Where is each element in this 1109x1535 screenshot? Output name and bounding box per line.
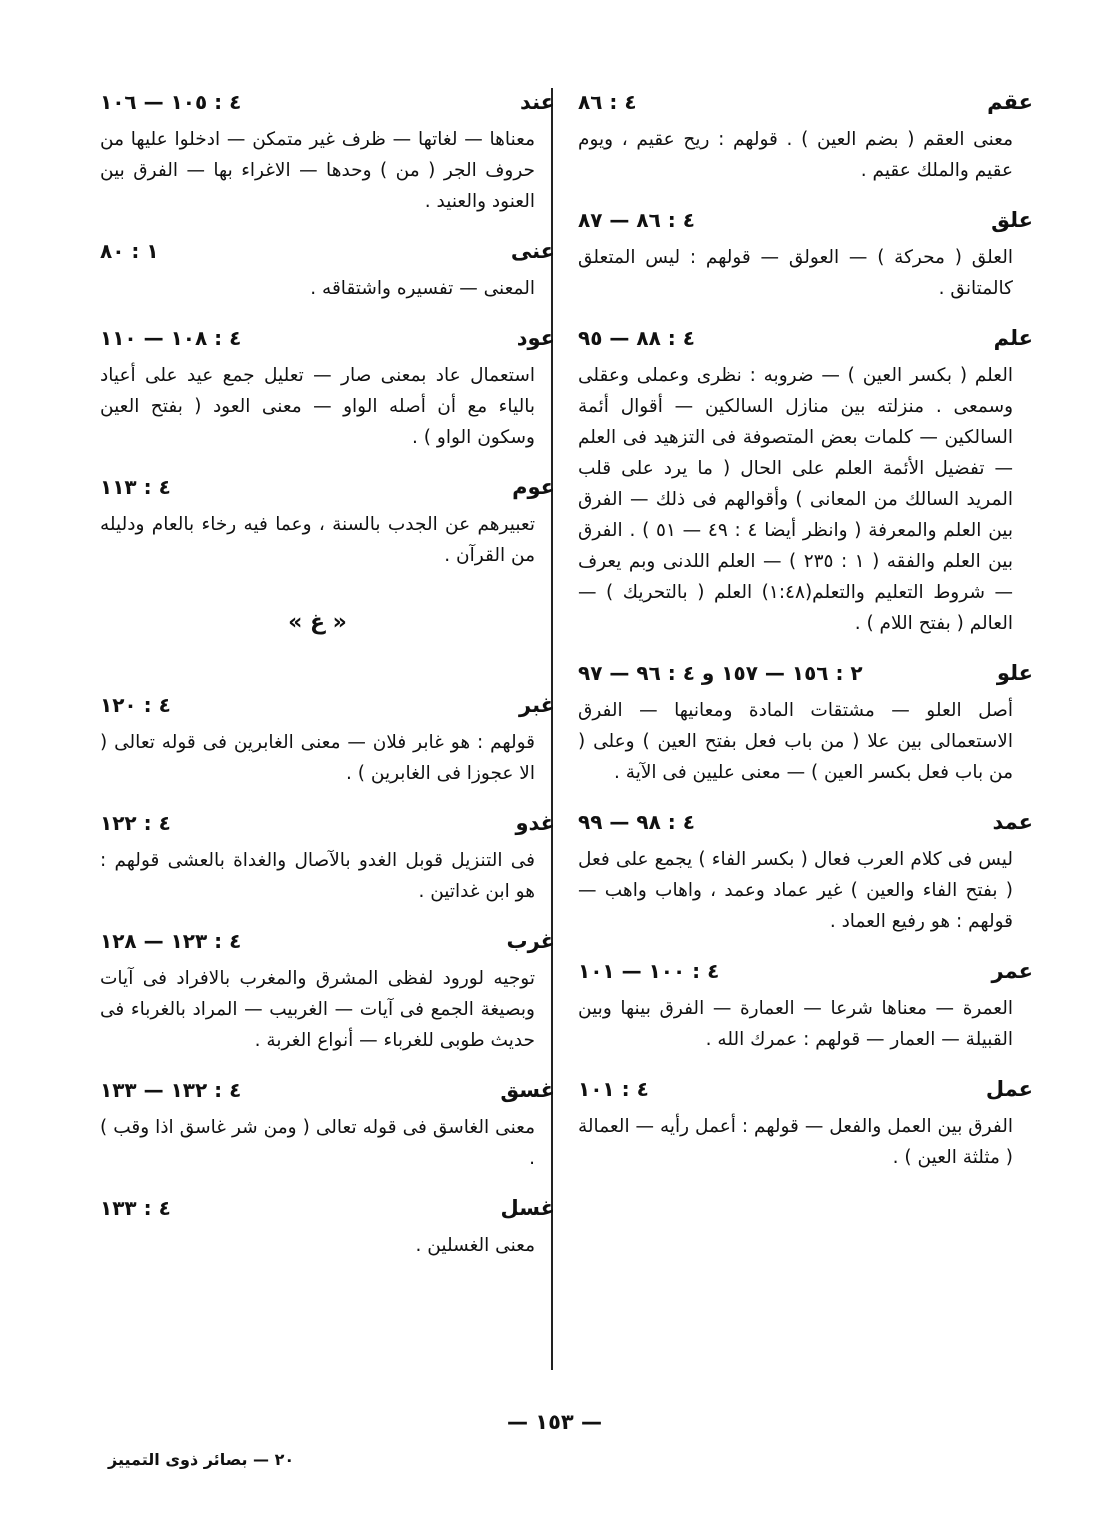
entry-description: الفرق بين العمل والفعل — قولهم : أعمل رأيه — العمالة ( مثلثة العين ) . bbox=[578, 1116, 1013, 1168]
index-entry bbox=[100, 239, 555, 304]
entry-description: توجيه لورود لفظى المشرق والمغرب بالافراد فى آيات وبصيغة الجمع فى آيات — الغربيب — المراد بالغرباء فى حديث طوبى للغرباء — أنواع الغربة . bbox=[100, 968, 535, 1051]
index-entry bbox=[100, 1196, 555, 1261]
right-column bbox=[578, 90, 1033, 1195]
entry-headword: عند bbox=[519, 90, 555, 114]
index-entry bbox=[578, 326, 1033, 639]
entry-header bbox=[578, 810, 1033, 844]
index-entry bbox=[578, 1077, 1033, 1173]
index-entry bbox=[578, 661, 1033, 788]
entry-reference: ٤ : ١٢٢ bbox=[100, 811, 171, 835]
entry-headword: غسل bbox=[500, 1196, 555, 1220]
index-entry bbox=[578, 959, 1033, 1055]
entry-reference: ٤ : ١٠١ bbox=[578, 1077, 649, 1101]
entry-headword: غدو bbox=[515, 811, 555, 835]
entry-headword: غرب bbox=[506, 929, 555, 953]
entry-headword: عمر bbox=[991, 959, 1033, 983]
entry-description: معناها — لغاتها — ظرف غير متمكن — ادخلوا عليها من حروف الجر ( من ) وحدها — الاغراء بها — الفرق بين العنود والعنيد . bbox=[100, 129, 535, 212]
column-divider bbox=[551, 88, 553, 1370]
section-letter-heading: « غ » bbox=[288, 610, 347, 635]
entry-header bbox=[100, 811, 555, 845]
index-entry bbox=[100, 693, 555, 789]
entry-headword: عمل bbox=[985, 1077, 1033, 1101]
entry-header bbox=[100, 475, 555, 509]
entry-headword: عنى bbox=[510, 239, 555, 263]
entry-reference: ٤ : ٩٨ — ٩٩ bbox=[578, 810, 695, 834]
entry-reference: ٤ : ١٠٨ — ١١٠ bbox=[100, 326, 242, 350]
entry-description: قولهم : هو غابر فلان — معنى الغابرين فى قوله تعالى ( الا عجوزا فى الغابرين ) . bbox=[100, 732, 535, 784]
entry-headword: علم bbox=[993, 326, 1033, 350]
entry-header bbox=[578, 326, 1033, 360]
entry-reference: ٤ : ١٣٣ bbox=[100, 1196, 171, 1220]
entry-header bbox=[578, 1077, 1033, 1111]
entry-header bbox=[100, 90, 555, 124]
index-entry bbox=[100, 1078, 555, 1174]
entry-headword: علو bbox=[996, 661, 1033, 685]
left-entries-before bbox=[100, 90, 555, 571]
entry-header bbox=[100, 929, 555, 963]
index-entry bbox=[100, 326, 555, 453]
entry-headword: عقم bbox=[987, 90, 1033, 114]
entry-description: معنى العقم ( بضم العين ) . قولهم : ريح عقيم ، ويوم عقيم والملك عقيم . bbox=[578, 129, 1013, 181]
index-entry bbox=[578, 208, 1033, 304]
entry-header bbox=[100, 1196, 555, 1230]
entry-description: العلق ( محركة ) — العولق — قولهم : ليس المتعلق كالمتانق . bbox=[578, 247, 1013, 299]
left-entries-after bbox=[100, 693, 555, 1261]
entry-reference: ٤ : ١٠٠ — ١٠١ bbox=[578, 959, 720, 983]
entry-description: ليس فى كلام العرب فعال ( بكسر الفاء ) يجمع على فعل ( بفتح الفاء والعين ) غير عماد وعمد ، واهاب واهب — قولهم : هو رفيع العماد . bbox=[578, 849, 1013, 932]
entry-header bbox=[100, 326, 555, 360]
entry-description: تعبيرهم عن الجدب بالسنة ، وعما فيه رخاء بالعام ودليله من القرآن . bbox=[100, 514, 535, 566]
footer-signature: ٢٠ — بصائر ذوى التمييز bbox=[108, 1450, 295, 1469]
index-entry bbox=[100, 475, 555, 571]
entry-header bbox=[578, 208, 1033, 242]
entry-description: فى التنزيل قوبل الغدو بالآصال والغداة بالعشى قولهم : هو ابن غداتين . bbox=[100, 850, 535, 902]
index-entry bbox=[100, 811, 555, 907]
entry-reference: ٢ : ١٥٦ — ١٥٧ و ٤ : ٩٦ — ٩٧ bbox=[578, 661, 863, 685]
entry-reference: ٤ : ١٢٣ — ١٢٨ bbox=[100, 929, 242, 953]
entry-description: أصل العلو — مشتقات المادة ومعانيها — الفرق الاستعمالى بين علا ( من باب فعل بفتح العين ) وعلى ( من باب فعل بكسر العين ) — معنى عليين فى الآية . bbox=[578, 700, 1013, 783]
entry-reference: ٤ : ٨٦ — ٨٧ bbox=[578, 208, 695, 232]
entry-reference: ٤ : ١٣٢ — ١٣٣ bbox=[100, 1078, 242, 1102]
index-entry bbox=[578, 810, 1033, 937]
entry-headword: عود bbox=[516, 326, 555, 350]
entry-header bbox=[100, 239, 555, 273]
entry-reference: ٤ : ٨٨ — ٩٥ bbox=[578, 326, 695, 350]
entry-description: المعنى — تفسيره واشتقاقه . bbox=[310, 278, 535, 299]
entry-description: معنى الغسلين . bbox=[415, 1235, 535, 1256]
entry-headword: غسق bbox=[500, 1078, 555, 1102]
entry-description: استعمال عاد بمعنى صار — تعليل جمع عيد على أعياد بالياء مع أن أصله الواو — معنى العود ( بفتح العين وسكون الواو ) . bbox=[100, 365, 535, 448]
entry-header bbox=[100, 693, 555, 727]
entry-headword: عمد bbox=[992, 810, 1033, 834]
entry-description: معنى الغاسق فى قوله تعالى ( ومن شر غاسق اذا وقب ) . bbox=[100, 1117, 535, 1169]
entry-description: العمرة — معناها شرعا — العمارة — الفرق بينها وبين القبيلة — العمار — قولهم : عمرك الله . bbox=[578, 998, 1013, 1050]
index-entry bbox=[100, 90, 555, 217]
entry-reference: ٤ : ١٠٥ — ١٠٦ bbox=[100, 90, 242, 114]
entry-header bbox=[100, 1078, 555, 1112]
entry-reference: ٤ : ١٢٠ bbox=[100, 693, 171, 717]
index-entry bbox=[578, 90, 1033, 186]
page-number: — ١٥٣ — bbox=[506, 1410, 603, 1434]
entry-reference: ١ : ٨٠ bbox=[100, 239, 159, 263]
index-entry bbox=[100, 929, 555, 1056]
entry-headword: علق bbox=[991, 208, 1033, 232]
entry-description: العلم ( بكسر العين ) — ضروبه : نظرى وعملى وعقلى وسمعى . منزلته بين منازل السالكين — أقوال أئمة السالكين — كلمات بعض المتصوفة فى التزهيد فى العلم — تفضيل الأئمة العلم على الحال ( ما يرد على قلب المريد السالك من المعانى ) وأقوالهم فى ذلك — الفرق بين العلم والمعرفة ( وانظر أيضا ٤ : ٤٩ — ٥١ ) . الفرق بين العلم والفقه ( ١ : ٢٣٥ ) — العلم اللدنى وبم يعرف — شروط التعليم والتعلم(١:٤٨) العلم ( بالتحريك ) — العالم ( بفتح اللام ) . bbox=[578, 365, 1014, 634]
entry-header bbox=[578, 90, 1033, 124]
left-column bbox=[100, 90, 555, 1283]
entry-headword: غبر bbox=[519, 693, 555, 717]
entry-header bbox=[578, 959, 1033, 993]
entry-header bbox=[578, 661, 1033, 695]
entry-headword: عوم bbox=[512, 475, 555, 499]
entry-reference: ٤ : ٨٦ bbox=[578, 90, 637, 114]
entry-reference: ٤ : ١١٣ bbox=[100, 475, 171, 499]
